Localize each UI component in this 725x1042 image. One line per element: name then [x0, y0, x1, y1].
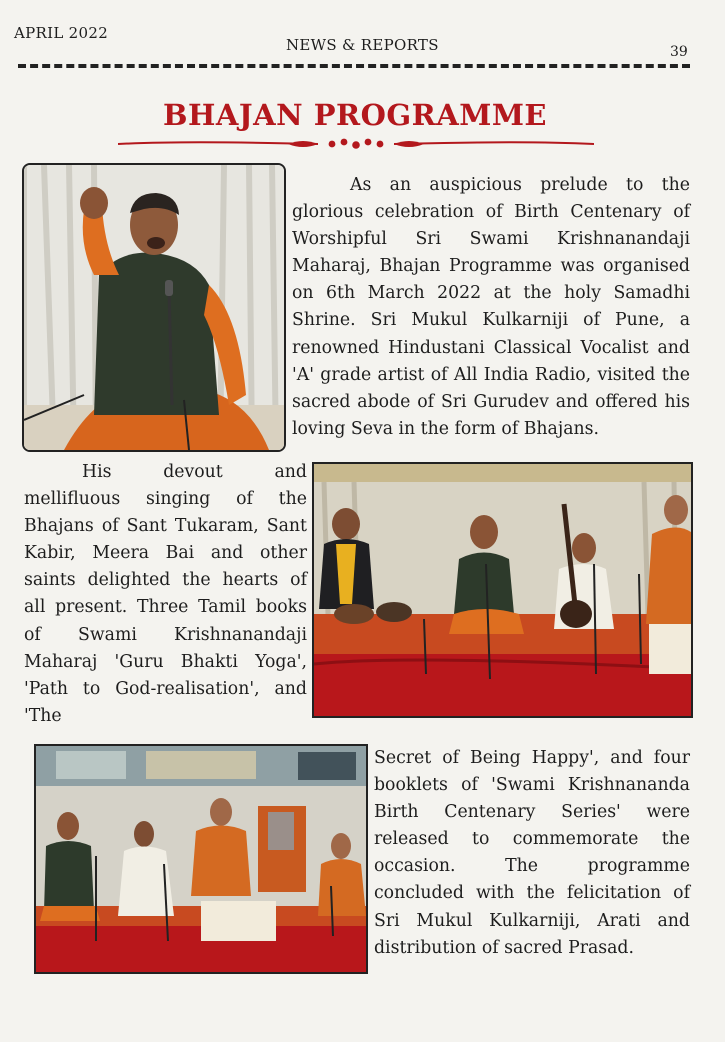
paragraph-2-text: His devout and mellifluous singing of the Bhajans of Sant Tukaram, Sant Kabir, Meera Bai and other saints delighted the hearts of all present. Three Tamil books of Swami Krishnanandaji Maharaj 'Guru Bhakti Yoga', 'Path to God-realisation', and 'The	[24, 462, 307, 726]
singer-portrait-photo	[22, 163, 286, 452]
article-title: BHAJAN PROGRAMME	[162, 98, 548, 132]
paragraph-1-text: As an auspicious prelude to the glorious celebration of Birth Centenary of Worshipful Sri Swami Krishnanandaji Maharaj, Bhajan Programme was organised on 6th March 2022 at the holy Samadhi Shrine. Sri Mukul Kulkarniji of Pune, a renowned Hindustani Classical Vocalist and 'A' grade artist of All India Radio, visited the sacred abode of Sri Gurudev and offered his loving Seva in the form of Bhajans.	[292, 175, 690, 439]
decorative-divider-icon	[118, 134, 594, 154]
ensemble-performance-photo	[312, 462, 693, 718]
issue-month: APRIL 2022	[14, 24, 109, 42]
felicitation-photo	[34, 744, 368, 974]
page-number: 39	[670, 44, 688, 60]
paragraph-3-text: Secret of Being Happy', and four booklets of 'Swami Krishnananda Birth Centenary Series' were released to commemorate the occasion. The programme concluded with the felicitation of Sri Mukul Kulkarniji, Arati and distribution of sacred Prasad.	[374, 748, 690, 958]
header-dashed-rule	[18, 64, 690, 68]
article-paragraph-2	[24, 459, 307, 730]
article-paragraph-3	[374, 745, 690, 962]
section-name: NEWS & REPORTS	[286, 36, 439, 54]
article-paragraph-1	[292, 172, 690, 443]
